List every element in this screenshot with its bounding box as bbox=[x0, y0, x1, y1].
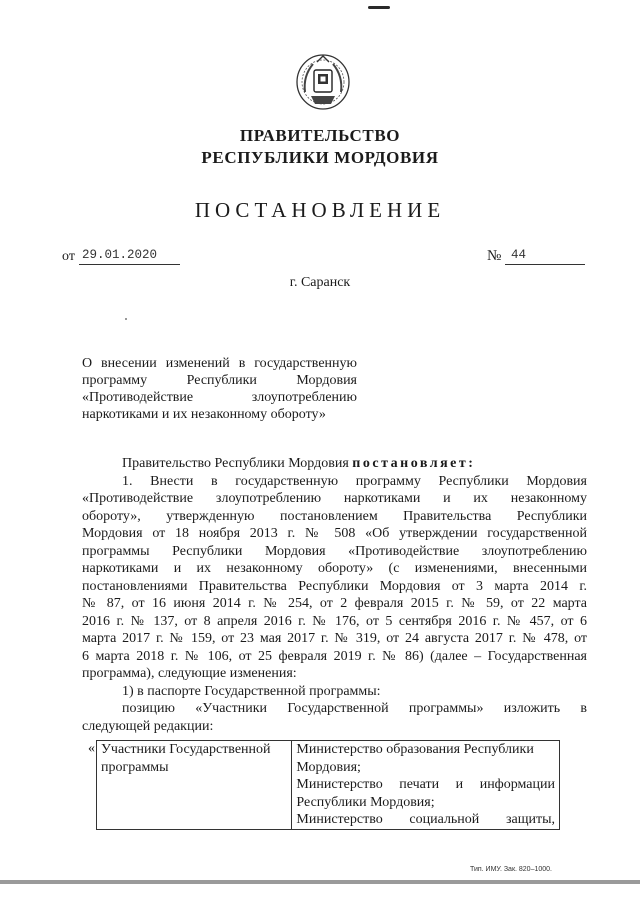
government-title-line1: ПРАВИТЕЛЬСТВО bbox=[239, 126, 401, 145]
scan-mark bbox=[368, 6, 390, 9]
table-value-line: Министерство образования Республики bbox=[296, 742, 534, 757]
table-value-line: Мордовия; bbox=[296, 759, 361, 775]
table-value-line: Республики Мордовия; bbox=[296, 794, 435, 810]
table-value-line: Министерство социальной защиты, bbox=[296, 812, 555, 827]
subject-line: «Противодействие злоупотреблению bbox=[82, 390, 357, 405]
paragraph-line: «Противодействие злоупотреблению наркотиками и их незаконному bbox=[82, 491, 587, 506]
document-type-title: ПОСТАНОВЛЕНИЕ bbox=[194, 198, 446, 222]
coat-of-arms-icon bbox=[295, 52, 351, 114]
subject-line: наркотиками и их незаконному обороту» bbox=[82, 407, 326, 422]
paragraph-line: постановлениями Правительства Республики Мордовия от 3 марта 2014 г. bbox=[82, 578, 587, 594]
paragraph-line: обороту», утвержденную постановлением Правительства Республики bbox=[82, 508, 587, 524]
table-cell-label: Участники Государственной программы bbox=[97, 741, 292, 830]
subject-line: О внесении изменений в государственную bbox=[82, 356, 357, 371]
paragraph-line: 6 марта 2018 г. № 106, от 25 февраля 2019 г. № 86) (далее – Государственная bbox=[82, 648, 587, 664]
paragraph-line: марта 2017 г. № 159, от 23 мая 2017 г. № 319, от 24 августа 2017 г. № 478, от bbox=[82, 631, 587, 646]
intro-paragraph bbox=[82, 455, 587, 473]
intro-decision-word: постановляет: bbox=[352, 456, 476, 471]
document-body bbox=[82, 455, 587, 735]
table-cell-value bbox=[292, 741, 560, 830]
government-title-line2: РЕСПУБЛИКИ МОРДОВИЯ bbox=[201, 148, 439, 167]
number-prefix: № bbox=[487, 248, 502, 264]
date-field: 29.01.2020 bbox=[79, 248, 180, 265]
date-prefix: от bbox=[62, 249, 75, 264]
scan-speck bbox=[125, 318, 127, 320]
city-label: г. Саранск bbox=[289, 275, 351, 290]
item-1: 1) в паспорте Государственной программы: bbox=[122, 683, 381, 699]
item-1-sub-line: позицию «Участники Государственной программы» изложить в bbox=[122, 701, 587, 716]
print-note: Тип. ИМУ. Зак. 820–1000. bbox=[470, 866, 552, 873]
document-subject bbox=[82, 355, 357, 423]
paragraph-line: наркотиками и их незаконному обороту» (с изменениями, внесенными bbox=[82, 561, 587, 576]
scan-bottom-edge bbox=[0, 880, 640, 884]
table-row bbox=[97, 741, 560, 830]
paragraph-line: Мордовия от 18 ноября 2013 г. № 508 «Об утверждении государственной bbox=[82, 526, 587, 541]
table-open-quote: « bbox=[88, 741, 95, 756]
subject-line: программу Республики Мордовия bbox=[82, 373, 357, 388]
paragraph-line: программы Республики Мордовия «Противодействие злоупотреблению bbox=[82, 543, 587, 559]
paragraph-line: 2016 г. № 137, от 8 апреля 2016 г. № 176, от 5 сентября 2016 г. № 457, от 6 bbox=[82, 613, 587, 629]
number-field: 44 bbox=[505, 248, 585, 265]
paragraph-line: 1. Внести в государственную программу Республики Мордовия bbox=[122, 473, 587, 489]
item-1-sub-line: следующей редакции: bbox=[82, 718, 214, 734]
intro-text: Правительство Республики Мордовия bbox=[122, 456, 353, 471]
table-value-line: Министерство печати и информации bbox=[296, 777, 555, 792]
paragraph-line: программа), следующие изменения: bbox=[82, 666, 297, 681]
participants-table bbox=[96, 740, 560, 830]
paragraph-line: № 87, от 16 июня 2014 г. № 254, от 2 февраля 2015 г. № 59, от 22 марта bbox=[82, 596, 587, 611]
